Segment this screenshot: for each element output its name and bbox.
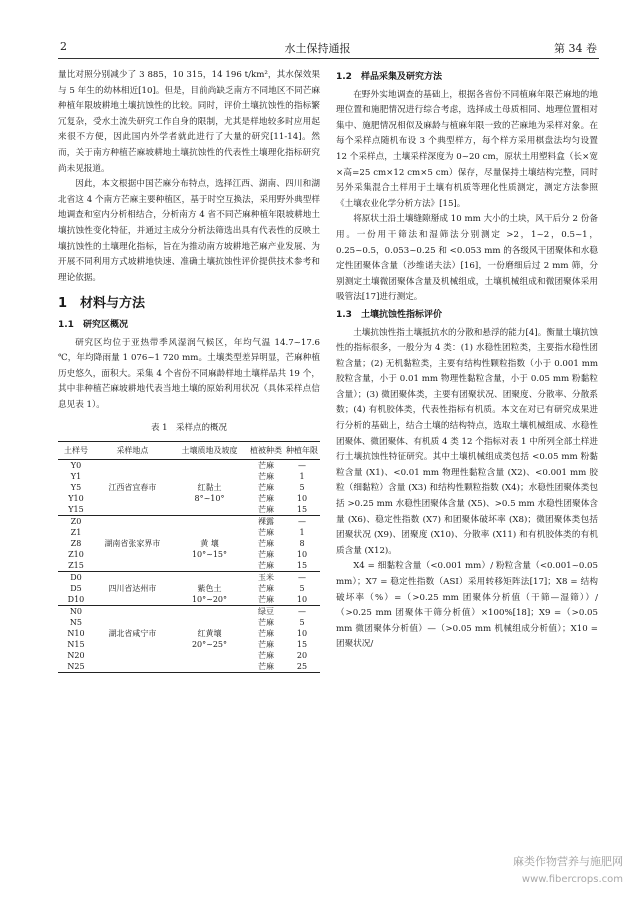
location-cell	[94, 460, 171, 472]
years-cell: 10	[296, 550, 308, 560]
sample-id-cell: Z8	[70, 539, 82, 549]
left-column	[58, 68, 320, 673]
study-area-paragraph: 研究区均位于亚热带季风湿润气候区，年均气温 14.7~17.6 ℃，年均降雨量 1 076~1 720 mm。土壤类型差异明显，芒麻种植历史悠久，面积大。采集 4 个省份不同麻龄样地土壤样品共 19 个，其中非种植芒麻坡耕地代表当地土壤的原始利用状况（具体采样点信息见表 1）。	[58, 337, 320, 410]
years-cell: —	[298, 573, 306, 583]
vegetation-cell: 芒麻	[248, 594, 284, 606]
years-cell: 10	[296, 494, 308, 504]
location-cell	[94, 471, 171, 482]
location-cell: 江西省宜春市	[108, 483, 157, 493]
soil-cell	[171, 650, 248, 661]
subsection-heading: 1.3 土壤抗蚀性指标评价	[336, 309, 442, 320]
years-cell: —	[298, 461, 306, 471]
table-header-cell: 植被种类	[248, 442, 284, 460]
soil-cell	[171, 504, 248, 516]
table-header-cell: 土壤质地及坡度	[171, 442, 248, 460]
table-header-cell: 采样地点	[94, 442, 171, 460]
sample-id-cell: Y15	[58, 504, 94, 516]
sample-id-cell: N10	[67, 629, 85, 639]
vegetation-cell: 芒麻	[258, 494, 274, 504]
soil-cell: 黄 壤	[200, 539, 219, 549]
sample-id-cell: N25	[58, 661, 94, 673]
soil-cell: 10°~15°	[191, 550, 227, 560]
location-cell	[94, 661, 171, 673]
sample-id-cell: N0	[69, 607, 83, 617]
table-row	[58, 594, 320, 606]
soil-cell: 10°~20°	[171, 594, 248, 606]
section-heading: 1 材料与方法	[58, 296, 146, 312]
table-header-cell: 种植年限	[284, 442, 320, 460]
sampling-paragraph: 将原状土沿土壤缝隙掰成 10 mm 大小的土块，风干后分 2 份备用。一份用干筛法和湿筛法分别测定 >2，1~2，0.5~1，0.25~0.5，0.053~0.25 和 <0.053 mm 的各级风干团聚体和水稳定性团聚体含量（沙维诺夫法）[16]，一份磨细后过 2 mm 筛，分别测定土壤微团聚体含量及机械组成，土壤机械组成和微团聚体采用吸管法[17]进行测定。	[336, 214, 598, 303]
table-row	[58, 504, 320, 516]
page-number: 2	[60, 40, 67, 53]
location-cell	[94, 639, 171, 650]
soil-cell: 8°~10°	[194, 494, 225, 504]
sample-id-cell: Y1	[70, 472, 82, 482]
years-cell: 5	[299, 618, 305, 628]
years-cell: —	[298, 517, 306, 527]
vegetation-cell: 芒麻	[258, 461, 274, 471]
subsection-heading: 1.2 样品采集及研究方法	[336, 72, 442, 82]
vegetation-cell: 绿豆	[258, 607, 274, 617]
location-cell	[94, 650, 171, 661]
soil-cell	[171, 516, 248, 528]
vegetation-cell: 芒麻	[258, 472, 274, 482]
page-header	[0, 0, 635, 62]
years-cell: 15	[296, 640, 308, 650]
sample-id-cell: N15	[67, 640, 85, 650]
years-cell: 10	[296, 629, 308, 639]
soil-cell	[171, 460, 248, 472]
location-cell: 湖北省咸宁市	[108, 629, 157, 639]
table-row	[58, 493, 320, 504]
sample-id-cell: D0	[70, 573, 82, 583]
vegetation-cell: 芒麻	[248, 504, 284, 516]
vegetation-cell: 芒麻	[258, 528, 274, 538]
soil-cell	[171, 527, 248, 538]
soil-cell: 红黏土	[197, 483, 222, 493]
soil-cell	[171, 661, 248, 673]
vegetation-cell: 芒麻	[258, 584, 274, 594]
intro-paragraph: 因此，本文根据中国芒麻分布特点，选择江西、湖南、四川和湖北省这 4 个南方芒麻主要种植区，基于时空互换法，采用野外典型样地调查和室内分析相结合，分析南方 4 省不同芒麻种植年限坡耕地土壤抗蚀性变化特征，并通过主成分分析法筛选出具有代表性的反映土壤抗蚀性的土壤理化指标，旨在为推动南方坡耕地芒麻产业发展、为开展不同利用方式坡耕地快速、准确土壤抗蚀性评价提供技术参考和理论依据。	[58, 179, 320, 283]
subsection-heading: 1.1 研究区概况	[58, 319, 128, 330]
years-cell: 8	[299, 539, 305, 549]
location-cell	[94, 560, 171, 572]
header-rule	[58, 58, 599, 59]
soil-cell: 20°~25°	[191, 640, 227, 650]
location-cell	[94, 606, 171, 618]
years-cell: 1	[299, 528, 305, 538]
years-cell: 1	[299, 472, 305, 482]
years-cell: 15	[284, 504, 320, 516]
soil-cell	[171, 617, 248, 628]
vegetation-cell: 芒麻	[258, 618, 274, 628]
vegetation-cell: 芒麻	[248, 560, 284, 572]
table-row	[58, 460, 320, 472]
table-header-cell: 土样号	[58, 442, 94, 460]
soil-cell	[171, 560, 248, 572]
sample-id-cell: Y5	[70, 483, 82, 493]
sampling-sites-table	[58, 441, 320, 673]
right-column	[336, 68, 598, 653]
vegetation-cell: 芒麻	[258, 539, 274, 549]
table-row	[58, 560, 320, 572]
location-cell	[94, 504, 171, 516]
journal-title: 水土保持通报	[284, 42, 351, 55]
soil-cell: 红黄壤	[197, 629, 222, 639]
table-row	[58, 572, 320, 584]
location-cell: 湖南省张家界市	[104, 539, 161, 549]
table-row	[58, 617, 320, 628]
years-cell: —	[298, 607, 306, 617]
location-cell: 四川省达州市	[108, 584, 157, 594]
table-row	[58, 661, 320, 673]
vegetation-cell: 芒麻	[248, 661, 284, 673]
soil-cell	[171, 606, 248, 618]
watermark-text: 麻类作物营养与施肥网	[513, 855, 623, 868]
vegetation-cell: 芒麻	[258, 640, 274, 650]
location-cell	[94, 516, 171, 528]
soil-cell: 紫色土	[197, 584, 222, 594]
table-row	[58, 549, 320, 560]
sample-id-cell: N20	[67, 651, 85, 661]
sample-id-cell: Y10	[68, 494, 84, 504]
sample-id-cell: Y0	[70, 461, 82, 471]
table-row	[58, 471, 320, 482]
location-cell	[94, 617, 171, 628]
watermark-url: www.fibercrops.com	[521, 874, 623, 885]
table-row	[58, 583, 320, 594]
table-row	[58, 482, 320, 493]
table-row	[58, 606, 320, 618]
table-row	[58, 650, 320, 661]
volume-label: 第 34 卷	[554, 42, 597, 55]
erodibility-paragraph: 土壤抗蚀性指土壤抵抗水的分散和悬浮的能力[4]。衡量土壤抗蚀性的指标很多，一般分为 4 类：(1) 水稳性团粒类，主要指水稳性团粒含量；(2) 无机黏粒类，主要有结构性颗粒指数（小于 0.001 mm 胶粒含量，小于 0.01 mm 物理性黏粒含量，小于 0.05 mm 粉黏粒含量）；(3) 微团聚体类，主要有团聚状况、团聚度、分散率、分散系数；(4) 有机胶体类，代表性指标有机质。本文在对已有研究成果进行分析的基础上，结合土壤的结构特点，选取土壤机械组成、水稳性团聚体、微团聚体、有机质 4 类 12 个指标对表 1 中所列全部土样进行土壤抗蚀性特征研究。其中土壤机械组成类包括 <0.05 mm 粉黏粒含量 (X1)、<0.01 mm 物理性黏粒含量 (X2)、<0.001 mm 胶粒（细黏粒）含量 (X3) 和结构性颗粒指数 (X4)；水稳性团聚体类包括 >0.25 mm 水稳性团聚体含量 (X5)、>0.5 mm 水稳性团聚体含量 (X6)、稳定性指数 (X7) 和团聚体破坏率 (X8)；微团聚体类包括团聚状况 (X9)、团聚度 (X10)、分散率 (X11) 和有机胶体类的有机质含量 (X12)。	[336, 327, 598, 556]
location-cell	[94, 572, 171, 584]
table-caption: 表 1 采样点的概况	[150, 423, 228, 434]
vegetation-cell: 芒麻	[258, 651, 274, 661]
sample-id-cell: D5	[70, 584, 82, 594]
sample-id-cell: Z15	[58, 560, 94, 572]
soil-cell	[171, 572, 248, 584]
sampling-paragraph: 在野外实地调查的基础上，根据各省份不同植麻年限芒麻地的地理位置和施肥情况进行综合考虑，选择成土母质相同、地理位置相对集中、施肥情况相似及麻龄与植麻年限一致的芒麻地为采样对象。在每个采样点随机布设 3 个典型样方，每个样方采用棋盘法均匀设置 12 个采样点，土壤采样深度为 0~20 cm，原状土用塑料盒（长×宽×高=25 cm×12 cm×5 cm）保存，尽量保持土壤结构完整，同时另外采集混合土样用于土壤有机质等理化性质测定，测定方法参照《土壤农业化学分析方法》[15]。	[336, 89, 598, 209]
years-cell: 25	[284, 661, 320, 673]
years-cell: 15	[284, 560, 320, 572]
table-row	[58, 527, 320, 538]
vegetation-cell: 玉米	[258, 573, 274, 583]
intro-paragraph: 量比对照分别减少了 3 885，10 315，14 196 t/km²，其水保效果与 5 年生的幼林相近[10]。但是，目前尚缺乏南方不同地区不同芒麻种植年限坡耕地土壤抗蚀性的比较。同时，评价土壤抗蚀性的指标繁冗复杂，受水土流失研究工作自身的限制，尤其是样地较多时应用起来很不方便，因此国内外学者就此进行了大量的研究[11-14]。然而，关于南方种植芒麻坡耕地土壤抗蚀性的代表性土壤理化指标研究尚未见报道。	[58, 70, 320, 174]
soil-cell	[171, 471, 248, 482]
sample-id-cell: Z0	[70, 517, 82, 527]
years-cell: 5	[299, 483, 305, 493]
vegetation-cell: 芒麻	[258, 550, 274, 560]
sample-id-cell: N5	[69, 618, 83, 628]
location-cell	[94, 549, 171, 560]
years-cell: 10	[284, 594, 320, 606]
sample-id-cell: Z1	[70, 528, 82, 538]
years-cell: 20	[296, 651, 308, 661]
years-cell: 5	[299, 584, 305, 594]
table-row	[58, 516, 320, 528]
table-row	[58, 538, 320, 549]
table-row	[58, 639, 320, 650]
location-cell	[94, 527, 171, 538]
table-row	[58, 628, 320, 639]
location-cell	[94, 493, 171, 504]
sample-id-cell: D10	[58, 594, 94, 606]
vegetation-cell: 芒麻	[258, 629, 274, 639]
sample-id-cell: Z10	[68, 550, 84, 560]
vegetation-cell: 芒麻	[258, 483, 274, 493]
formula-paragraph: X4 = 细黏粒含量（<0.001 mm）/ 粉粒含量（<0.001~0.05 mm）；X7 = 稳定性指数（ASI）采用转移矩阵法[17]；X8 = 结构破坏率（%）=（>0.25 mm 团聚体分析值（干筛—湿筛））/（>0.25 mm 团聚体干筛分析值）×100%[18]；X9 =（>0.05 mm 微团聚体分析值）—（>0.05 mm 机械组成分析值）；X10 = 团聚状况/	[336, 561, 598, 650]
location-cell	[94, 594, 171, 606]
vegetation-cell: 裸露	[258, 517, 274, 527]
